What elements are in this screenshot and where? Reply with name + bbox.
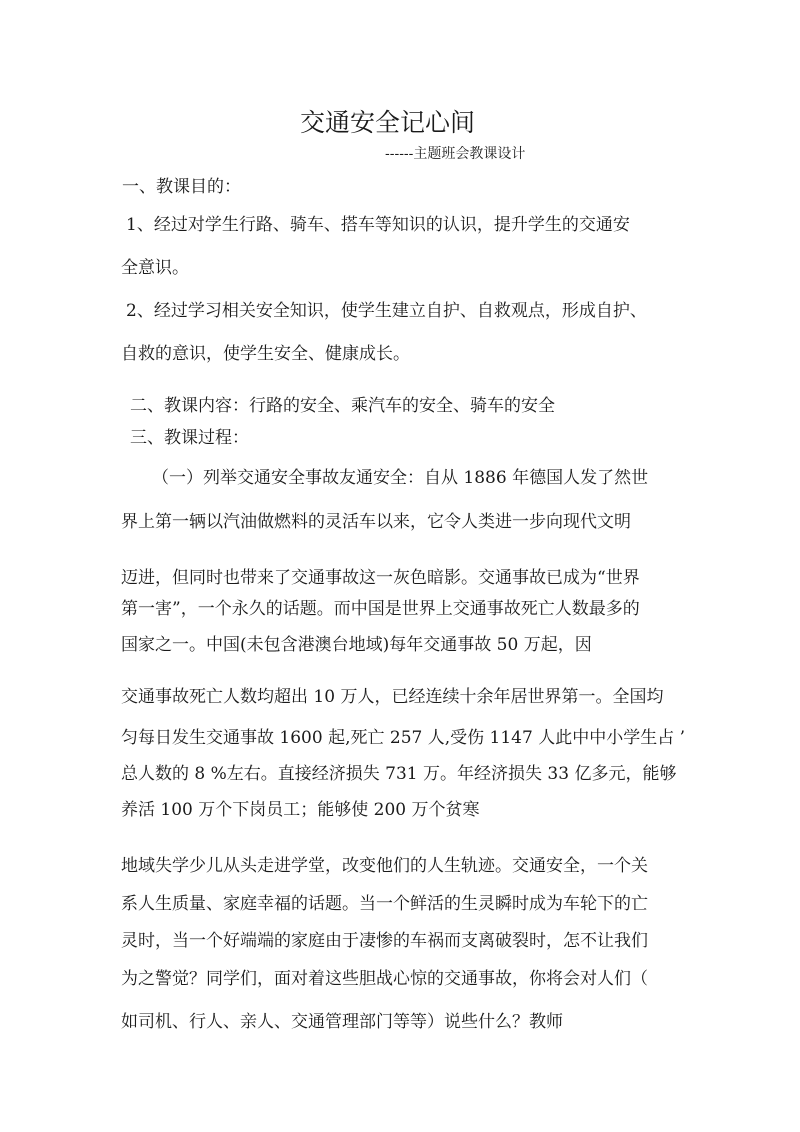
paragraph-line: 匀每日发生交通事故 1600 起,死亡 257 人,受伤 1147 人此中中小学生占 ’ (121, 728, 686, 748)
paragraph-line: 灵时，当一个好端端的家庭由于凄惨的车祸而支离破裂时，怎不让我们 (121, 931, 648, 951)
paragraph-line: （一）列举交通安全事故友通安全：自从 1886 年德国人发了然世 (152, 468, 649, 488)
section-heading-process: 三、教课过程： (130, 428, 249, 448)
objective-1-line-1: 1、经过对学生行路、骑车、搭车等知识的认识，提升学生的交通安 (126, 215, 630, 235)
document-subtitle: ------主题班会教课设计 (385, 146, 526, 162)
document-title: 交通安全记心间 (300, 108, 476, 137)
section-heading-objectives: 一、教课目的： (122, 177, 241, 197)
paragraph-line: 总人数的 8 %左右。直接经济损失 731 万。年经济损失 33 亿多元，能够 (121, 764, 677, 784)
paragraph-line: 迈进，但同时也带来了交通事故这一灰色暗影。交通事故已成为“世界 (121, 568, 640, 588)
paragraph-line: 养活 100 万个下岗员工；能够使 200 万个贫寒 (121, 800, 480, 820)
objective-2-line-2: 自救的意识，使学生安全、健康成长。 (121, 344, 410, 364)
paragraph-line: 系人生质量、家庭幸福的话题。当一个鲜活的生灵瞬时成为车轮下的亡 (121, 894, 648, 914)
paragraph-line: 交通事故死亡人数均超出 10 万人，已经连续十余年居世界第一。全国均 (121, 687, 664, 707)
paragraph-line: 国家之一。中国(未包含港澳台地域)每年交通事故 50 万起，因 (121, 635, 592, 655)
paragraph-line: 界上第一辆以汽油做燃料的灵活车以来，它令人类进一步向现代文明 (121, 512, 631, 532)
objective-2-line-1: 2、经过学习相关安全知识，使学生建立自护、自救观点，形成自护、 (126, 301, 647, 321)
objective-1-line-2: 全意识。 (121, 258, 189, 278)
paragraph-line: 地域失学少儿从头走进学堂，改变他们的人生轨迹。交通安全，一个关 (121, 856, 648, 876)
section-heading-content: 二、教课内容：行路的安全、乘汽车的安全、骑车的安全 (130, 396, 555, 416)
paragraph-line: 第一害”，一个永久的话题。而中国是世界上交通事故死亡人数最多的 (121, 599, 640, 619)
paragraph-line: 如司机、行人、亲人、交通管理部门等等）说些什么？教师 (121, 1012, 563, 1032)
paragraph-line: 为之警觉？同学们，面对着这些胆战心惊的交通事故，你将会对人们（ (121, 969, 648, 989)
